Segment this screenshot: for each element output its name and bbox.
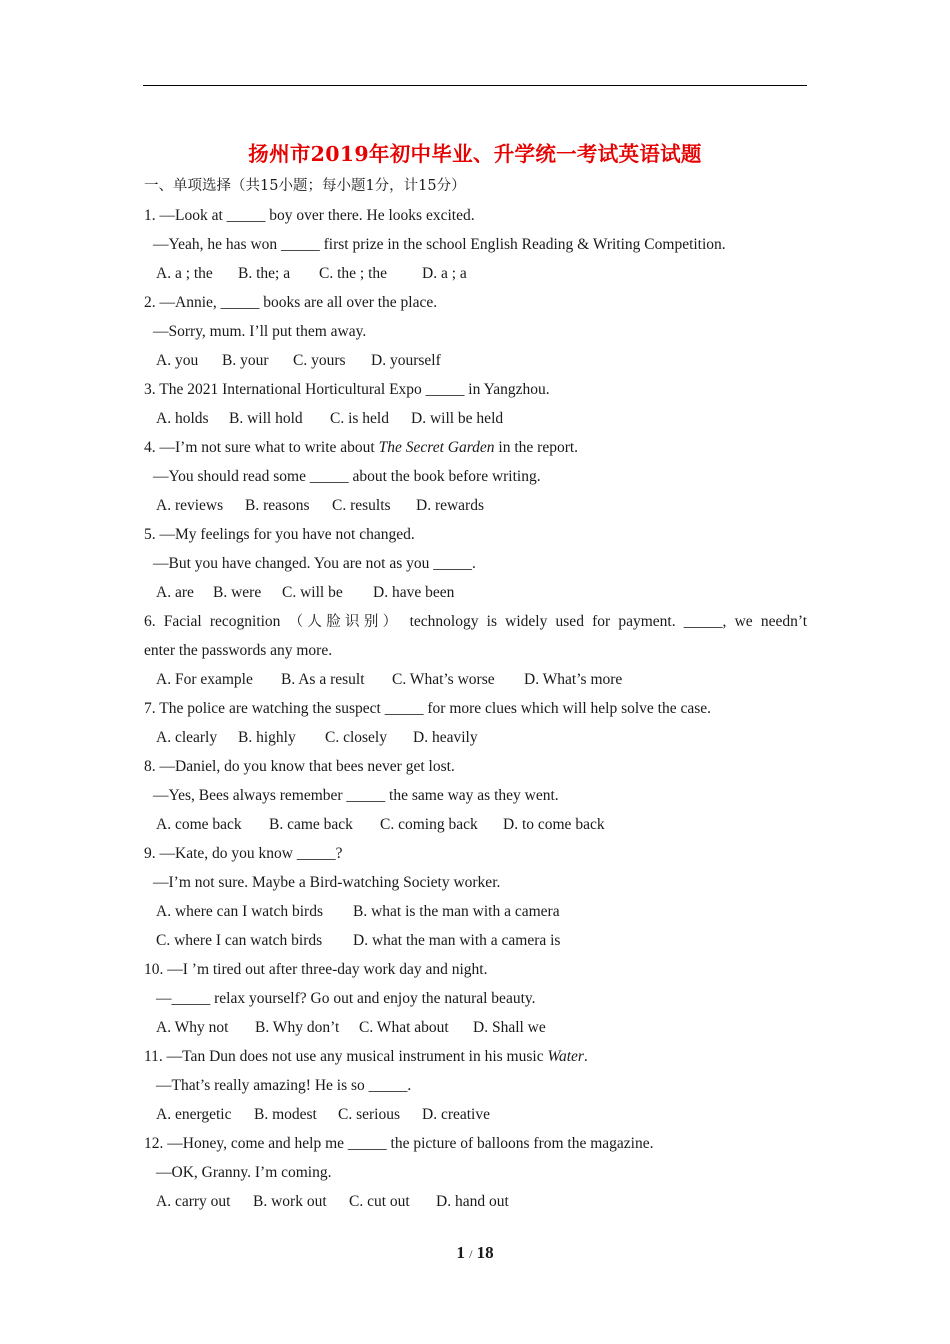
q1-options bbox=[144, 259, 807, 288]
q3-option-b[interactable]: B. will hold bbox=[229, 410, 303, 427]
q1-stem: 1. —Look at _____ boy over there. He looks excited. bbox=[144, 207, 475, 224]
q12-option-c[interactable]: C. cut out bbox=[349, 1193, 410, 1210]
q7-option-c[interactable]: C. closely bbox=[325, 729, 387, 746]
q7-option-d[interactable]: D. heavily bbox=[413, 729, 478, 746]
q10-options bbox=[144, 1013, 807, 1042]
q1-option-b[interactable]: B. the; a bbox=[238, 265, 291, 282]
q9-option-b[interactable]: B. what is the man with a camera bbox=[353, 903, 560, 920]
q7-options bbox=[144, 723, 807, 752]
q4-options bbox=[144, 491, 807, 520]
q5-stem: 5. —My feelings for you have not changed. bbox=[144, 526, 415, 543]
q9-options-row2 bbox=[144, 926, 807, 955]
q3-stem: 3. The 2021 International Horticultural Expo _____ in Yangzhou. bbox=[144, 381, 550, 398]
q9-stem: 9. —Kate, do you know _____? bbox=[144, 845, 343, 862]
page-separator: / bbox=[469, 1247, 473, 1261]
q2-option-d[interactable]: D. yourself bbox=[371, 352, 441, 369]
q6-option-d[interactable]: D. What’s more bbox=[524, 671, 623, 688]
q6-option-b[interactable]: B. As a result bbox=[281, 671, 365, 688]
q11-stem-start: 11. —Tan Dun does not use any musical instrument in his music bbox=[144, 1048, 548, 1065]
q12-reply: —OK, Granny. I’m coming. bbox=[156, 1164, 332, 1181]
q11-options bbox=[144, 1100, 807, 1129]
q4-option-d[interactable]: D. rewards bbox=[416, 497, 485, 514]
q4-option-a[interactable]: A. reviews bbox=[156, 497, 224, 514]
q8-reply: —Yes, Bees always remember _____ the same way as they went. bbox=[153, 787, 559, 804]
q2-reply: —Sorry, mum. I’ll put them away. bbox=[153, 323, 367, 340]
q11-option-c[interactable]: C. serious bbox=[338, 1106, 400, 1123]
q6-chinese-note: （人脸识别） bbox=[288, 614, 402, 630]
q8-option-b[interactable]: B. came back bbox=[269, 816, 353, 833]
q12-option-b[interactable]: B. work out bbox=[253, 1193, 327, 1210]
q2-option-a[interactable]: A. you bbox=[156, 352, 199, 369]
q9-reply: —I’m not sure. Maybe a Bird-watching Society worker. bbox=[153, 874, 501, 891]
q3-option-a[interactable]: A. holds bbox=[156, 410, 209, 427]
q4-option-b[interactable]: B. reasons bbox=[245, 497, 310, 514]
q5-reply: —But you have changed. You are not as you _____. bbox=[153, 555, 476, 572]
q11-option-d[interactable]: D. creative bbox=[422, 1106, 490, 1123]
q11-option-b[interactable]: B. modest bbox=[254, 1106, 317, 1123]
q6-stem-start: 6. Facial recognition bbox=[144, 613, 281, 630]
q3-option-d[interactable]: D. will be held bbox=[411, 410, 504, 427]
q5-option-a[interactable]: A. are bbox=[156, 584, 194, 601]
q4-stem-start: 4. —I’m not sure what to write about bbox=[144, 439, 379, 456]
q11-reply: —That’s really amazing! He is so _____. bbox=[156, 1077, 412, 1094]
q5-option-c[interactable]: C. will be bbox=[282, 584, 343, 601]
q2-option-c[interactable]: C. yours bbox=[293, 352, 346, 369]
q4-reply: —You should read some _____ about the book before writing. bbox=[153, 468, 541, 485]
q11-option-a[interactable]: A. energetic bbox=[156, 1106, 232, 1123]
q9-option-c[interactable]: C. where I can watch birds bbox=[156, 932, 323, 949]
q4-option-c[interactable]: C. results bbox=[332, 497, 391, 514]
q12-option-d[interactable]: D. hand out bbox=[436, 1193, 509, 1210]
section-heading: 一、单项选择（共15小题；每小题1分，计15分） bbox=[144, 178, 466, 194]
current-page: 1 bbox=[456, 1243, 465, 1262]
q2-options bbox=[144, 346, 807, 375]
q11-stem-end: . bbox=[583, 1048, 588, 1065]
q10-option-a[interactable]: A. Why not bbox=[156, 1019, 229, 1036]
q6-option-a[interactable]: A. For example bbox=[156, 671, 253, 688]
q7-option-a[interactable]: A. clearly bbox=[156, 729, 218, 746]
q2-stem: 2. —Annie, _____ books are all over the place. bbox=[144, 294, 438, 311]
q12-stem: 12. —Honey, come and help me _____ the picture of balloons from the magazine. bbox=[144, 1135, 654, 1152]
page-title: 扬州市2019年初中毕业、升学统一考试英语试题 bbox=[248, 142, 702, 166]
q10-option-d[interactable]: D. Shall we bbox=[473, 1019, 546, 1036]
q10-option-c[interactable]: C. What about bbox=[359, 1019, 449, 1036]
q8-stem: 8. —Daniel, do you know that bees never get lost. bbox=[144, 758, 455, 775]
q3-option-c[interactable]: C. is held bbox=[330, 410, 389, 427]
q8-option-c[interactable]: C. coming back bbox=[380, 816, 478, 833]
q1-option-a[interactable]: A. a ; the bbox=[156, 265, 213, 282]
q6-stem-end: technology is widely used for payment. _____, we needn’t bbox=[409, 613, 808, 630]
q5-option-b[interactable]: B. were bbox=[213, 584, 262, 601]
q8-options bbox=[144, 810, 807, 839]
q8-option-d[interactable]: D. to come back bbox=[503, 816, 605, 833]
q12-options bbox=[144, 1187, 807, 1216]
q9-option-d[interactable]: D. what the man with a camera is bbox=[353, 932, 561, 949]
q9-option-a[interactable]: A. where can I watch birds bbox=[156, 903, 323, 920]
question-list bbox=[144, 172, 807, 1216]
total-pages: 18 bbox=[476, 1243, 494, 1262]
q11-stem bbox=[144, 1042, 807, 1071]
q4-book-title: The Secret Garden bbox=[378, 439, 495, 456]
q7-option-b[interactable]: B. highly bbox=[238, 729, 296, 746]
q8-option-a[interactable]: A. come back bbox=[156, 816, 242, 833]
q1-option-d[interactable]: D. a ; a bbox=[422, 265, 467, 282]
header-rule bbox=[143, 85, 807, 86]
q6-stem-continued: enter the passwords any more. bbox=[144, 642, 333, 659]
q4-stem bbox=[144, 433, 807, 462]
q6-options bbox=[144, 665, 807, 694]
q6-option-c[interactable]: C. What’s worse bbox=[392, 671, 495, 688]
q9-options-row1 bbox=[144, 897, 807, 926]
q7-stem: 7. The police are watching the suspect _____ for more clues which will help solve the case. bbox=[144, 700, 712, 717]
q3-options bbox=[144, 404, 807, 433]
q1-reply: —Yeah, he has won _____ first prize in the school English Reading & Writing Competition. bbox=[153, 236, 726, 253]
page-number bbox=[0, 1243, 950, 1263]
q11-music-title: Water bbox=[547, 1048, 584, 1065]
q10-reply: —_____ relax yourself? Go out and enjoy the natural beauty. bbox=[156, 990, 536, 1007]
q2-option-b[interactable]: B. your bbox=[222, 352, 269, 369]
q5-option-d[interactable]: D. have been bbox=[373, 584, 455, 601]
q10-option-b[interactable]: B. Why don’t bbox=[255, 1019, 340, 1036]
q10-stem: 10. —I ’m tired out after three-day work day and night. bbox=[144, 961, 488, 978]
q4-stem-end: in the report. bbox=[494, 439, 579, 456]
q6-stem bbox=[144, 607, 807, 636]
q12-option-a[interactable]: A. carry out bbox=[156, 1193, 231, 1210]
q1-option-c[interactable]: C. the ; the bbox=[319, 265, 388, 282]
q5-options bbox=[144, 578, 807, 607]
